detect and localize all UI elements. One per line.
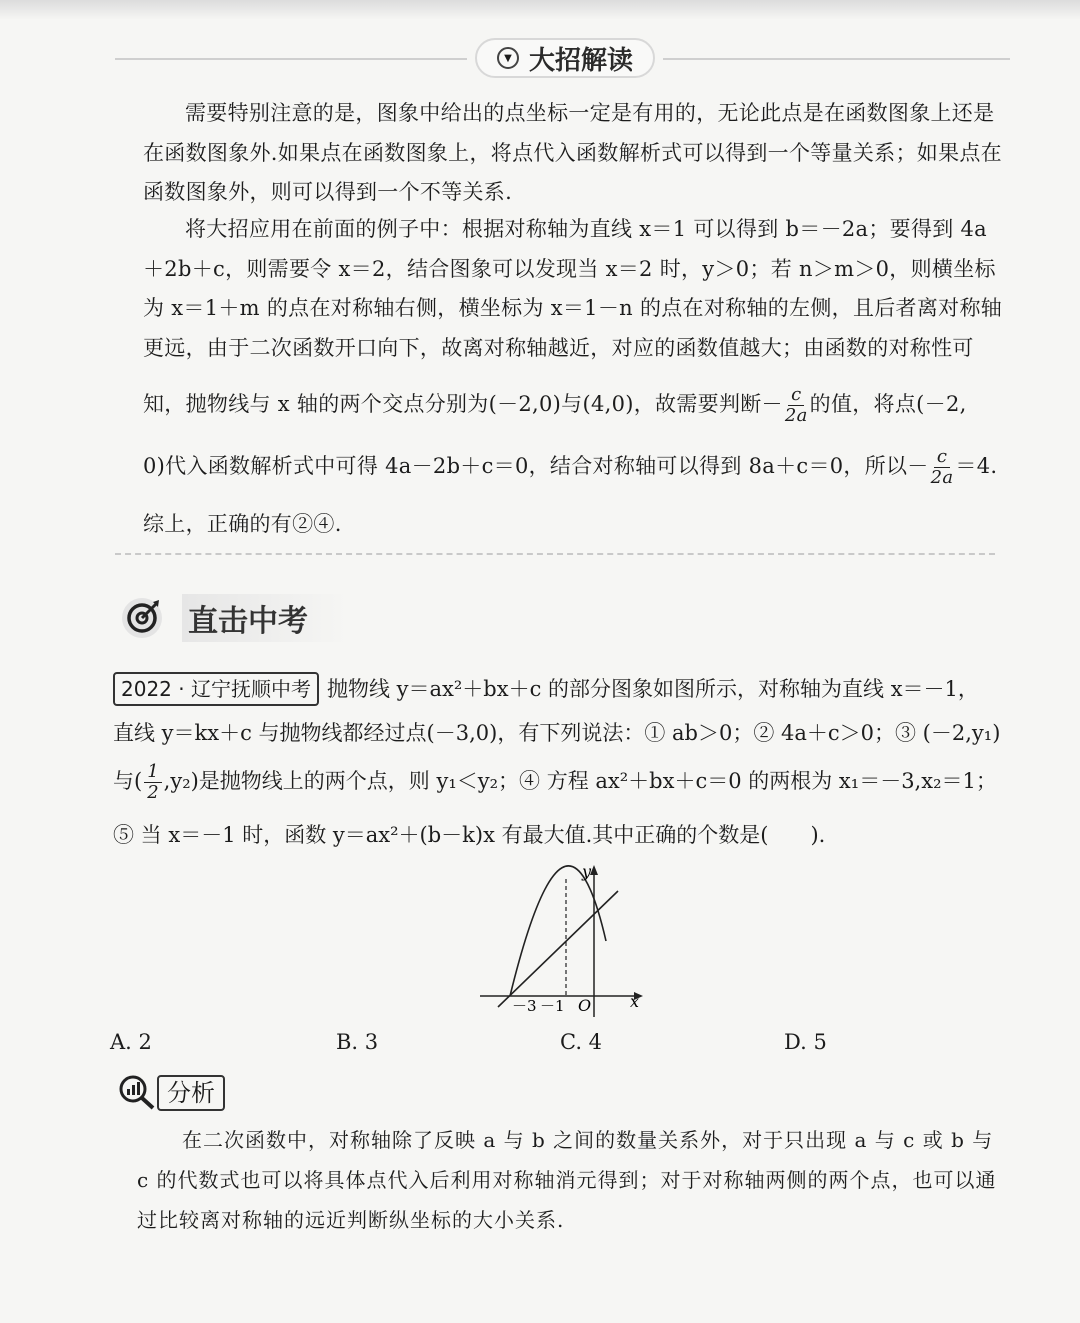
text-segment: 的值，将点(－2, [809,392,967,416]
section-header [115,38,1010,78]
option-a[interactable]: A. 2 [110,1030,152,1054]
problem-line-1 [113,668,1033,710]
fraction-numerator: c [934,447,950,468]
problem-line-2: 直线 y＝kx＋c 与抛物线都经过点(－3,0)，有下列说法：① ab＞0；② 4a＋c＞0；③ (－2,y₁) [113,721,1001,745]
analysis-magnifier-icon [117,1073,157,1111]
origin-label: O [578,996,592,1015]
top-shadow [0,0,1080,20]
dashed-divider [115,553,995,555]
target-icon [120,596,164,640]
paragraph-application: 将大招应用在前面的例子中：根据对称轴为直线 x＝1 可以得到 b＝－2a；要得到 4a＋2b＋c，则需要令 x＝2，结合图象可以发现当 x＝2 时，y＞0；若 n＞m＞0，则横坐标为 x＝1＋m 的点在对称轴右侧，横坐标为 x＝1－n 的点在对称轴的左侧，且后者离对称轴更远，由于二次函数开口向下，故离对称轴越近，对应的函数值越大；由函数的对称性可 [143,217,1003,360]
paragraph-application-cont [143,385,1003,426]
fraction-numerator: 1 [144,762,161,783]
fraction-c-over-2a [785,385,808,426]
paragraph-conclusion: 综上，正确的有②④. [143,512,342,536]
header-divider-left [115,58,467,60]
header-title: 大招解读 [528,45,633,76]
option-d[interactable]: D. 5 [784,1030,827,1054]
problem-line-3 [113,760,1033,803]
problem-text: 与( [113,769,143,793]
problem-line-4: ⑤ 当 x＝－1 时，函数 y＝ax²＋(b－k)x 有最大值.其中正确的个数是( ). [113,823,826,847]
fraction-c-over-2a [931,447,954,488]
text-segment: 0)代入函数解析式中可得 4a－2b＋c＝0，结合对称轴可以得到 8a＋c＝0，所以－ [143,454,929,478]
parabola-graph [478,857,648,1023]
tick-neg1: －1 [540,997,565,1015]
x-label: x [630,992,640,1011]
analysis-text: 在二次函数中，对称轴除了反映 a 与 b 之间的数量关系外，对于只出现 a 与 c 或 b 与 c 的代数式也可以将具体点代入后利用对称轴消元得到；对于对称轴两侧的两个点，也可以通过比较离对称轴的远近判断纵坐标的大小关系. [137,1128,997,1232]
line-y-kx-c [498,891,618,1007]
fraction-one-half [144,762,161,803]
header-divider-right [663,58,1010,60]
chevron-down-icon: ▼ [497,47,519,69]
y-label: y [582,862,592,881]
exam-source-tag: 2022 · 辽宁抚顺中考 [113,672,319,706]
header-pill [475,38,655,78]
text-segment: 知，抛物线与 x 轴的两个交点分别为(－2,0)与(4,0)，故需要判断－ [143,392,783,416]
option-b[interactable]: B. 3 [336,1030,379,1054]
tick-neg3: －3 [512,997,537,1015]
fraction-denominator: 2 [147,782,159,803]
fraction-denominator: 2a [784,405,808,426]
problem-text: 抛物线 y＝ax²＋bx＋c 的部分图象如图所示，对称轴为直线 x＝－1， [326,677,979,701]
text-segment: ＝4. [955,454,998,478]
problem-text: ,y₂)是抛物线上的两个点，则 y₁＜y₂；④ 方程 ax²＋bx＋c＝0 的两根为 x₁＝－3,x₂＝1； [163,769,997,793]
paragraph-application-cont2 [143,447,1003,488]
fraction-denominator: 2a [930,467,954,488]
section-title: 直击中考 [182,594,348,642]
parabola-curve [510,866,606,996]
fraction-numerator: c [788,385,804,406]
paragraph-note: 需要特别注意的是，图象中给出的点坐标一定是有用的，无论此点是在函数图象上还是在函数图象外.如果点在函数图象上，将点代入函数解析式可以得到一个等量关系；如果点在函数图象外，则可以得到一个不等关系. [143,101,1002,204]
option-c[interactable]: C. 4 [560,1030,603,1054]
analysis-title: 分析 [157,1075,225,1111]
answer-options [110,1030,1010,1060]
y-axis-arrow [590,865,598,875]
